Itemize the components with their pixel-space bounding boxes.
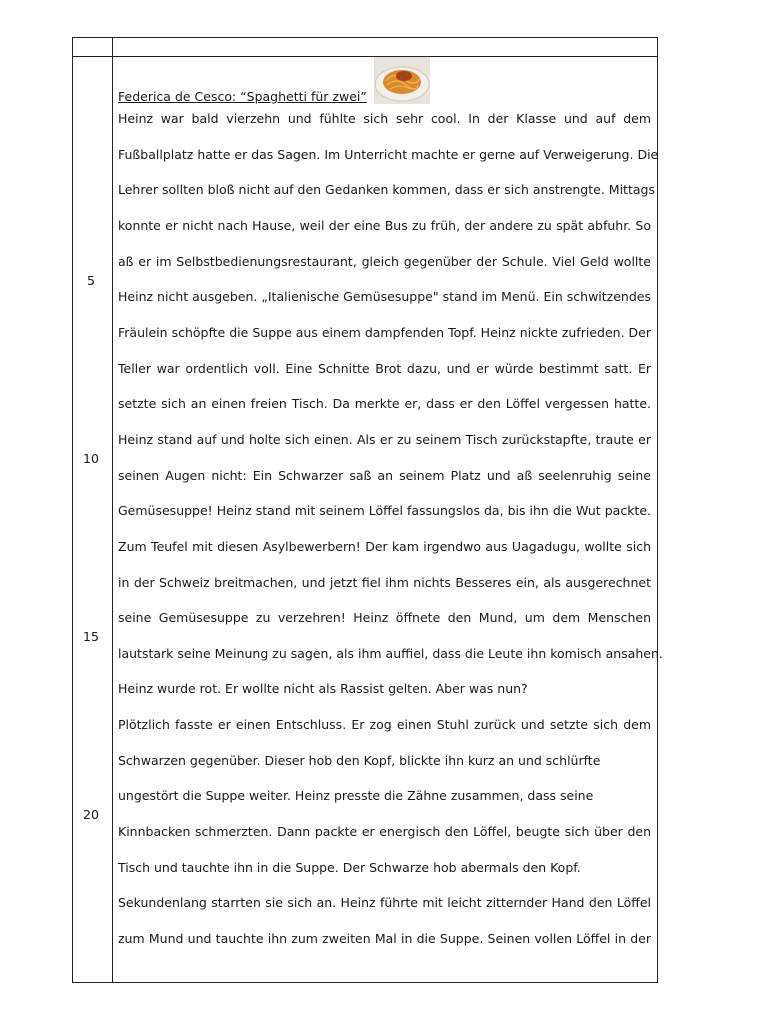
story-line: Fräulein schöpfte die Suppe aus einem dampfenden Topf. Heinz nickte zufrieden. Der xyxy=(118,325,651,340)
story-line: seinen Augen nicht: Ein Schwarzer saß an seinem Platz und aß seelenruhig seine xyxy=(118,468,651,483)
story-line: Heinz stand auf und holte sich einen. Als er zu seinem Tisch zurückstapfte, traute er xyxy=(118,432,651,447)
story-line: zum Mund und tauchte ihn zum zweiten Mal in die Suppe. Seinen vollen Löffel in der xyxy=(118,931,651,946)
story-line: setzte sich an einen freien Tisch. Da merkte er, dass er den Löffel vergessen hatte. xyxy=(118,396,651,411)
story-line: ungestört die Suppe weiter. Heinz presste die Zähne zusammen, dass seine xyxy=(118,788,594,803)
story-line: Sekundenlang starrten sie sich an. Heinz führte mit leicht zitternder Hand den Löffel xyxy=(118,895,651,910)
title-row xyxy=(118,56,651,106)
story-line: Kinnbacken schmerzten. Dann packte er energisch den Löffel, beugte sich über den xyxy=(118,824,651,839)
line-number: 20 xyxy=(83,807,99,822)
story-line: Plötzlich fasste er einen Entschluss. Er zog einen Stuhl zurück und setzte sich dem xyxy=(118,717,651,732)
story-title: Federica de Cesco: “Spaghetti für zwei” xyxy=(118,89,367,104)
line-number: 15 xyxy=(83,629,99,644)
story-line: Fußballplatz hatte er das Sagen. Im Unterricht machte er gerne auf Verweigerung. Die xyxy=(118,147,659,162)
spaghetti-image xyxy=(374,57,430,104)
story-line: Heinz wurde rot. Er wollte nicht als Rassist gelten. Aber was nun? xyxy=(118,681,528,696)
story-line: Lehrer sollten bloß nicht auf den Gedanken kommen, dass er sich anstrengte. Mittags xyxy=(118,182,655,197)
story-line: Schwarzen gegenüber. Dieser hob den Kopf, blickte ihn kurz an und schlürfte xyxy=(118,753,601,768)
story-line: konnte er nicht nach Hause, weil der eine Bus zu früh, der andere zu spät abfuhr. So xyxy=(118,218,651,233)
line-number: 10 xyxy=(83,451,99,466)
story-line: Tisch und tauchte ihn in die Suppe. Der Schwarze hob abermals den Kopf. xyxy=(118,860,581,875)
story-line: Zum Teufel mit diesen Asylbewerbern! Der kam irgendwo aus Uagadugu, wollte sich xyxy=(118,539,651,554)
story-line: lautstark seine Meinung zu sagen, als ihm auffiel, dass die Leute ihn komisch ansahen. xyxy=(118,646,663,661)
line-number: 5 xyxy=(87,273,95,288)
story-line: in der Schweiz breitmachen, und jetzt fiel ihm nichts Besseres ein, als ausgerechnet xyxy=(118,575,651,590)
column-divider xyxy=(112,38,113,982)
text-table xyxy=(72,37,663,983)
story-line: Gemüsesuppe! Heinz stand mit seinem Löffel fassungslos da, bis ihn die Wut packte. xyxy=(118,503,651,518)
story-line: Teller war ordentlich voll. Eine Schnitte Brot dazu, und er würde bestimmt satt. Er xyxy=(118,361,651,376)
story-line: Heinz nicht ausgeben. „Italienische Gemüsesuppe" stand im Menü. Ein schwitzendes xyxy=(118,289,651,304)
story-line: Heinz war bald vierzehn und fühlte sich sehr cool. In der Klasse und auf dem xyxy=(118,111,651,126)
story-line: aß er im Selbstbedienungsrestaurant, gleich gegenüber der Schule. Viel Geld wollte xyxy=(118,254,651,269)
story-line: seine Gemüsesuppe zu verzehren! Heinz öffnete den Mund, um dem Menschen xyxy=(118,610,651,625)
